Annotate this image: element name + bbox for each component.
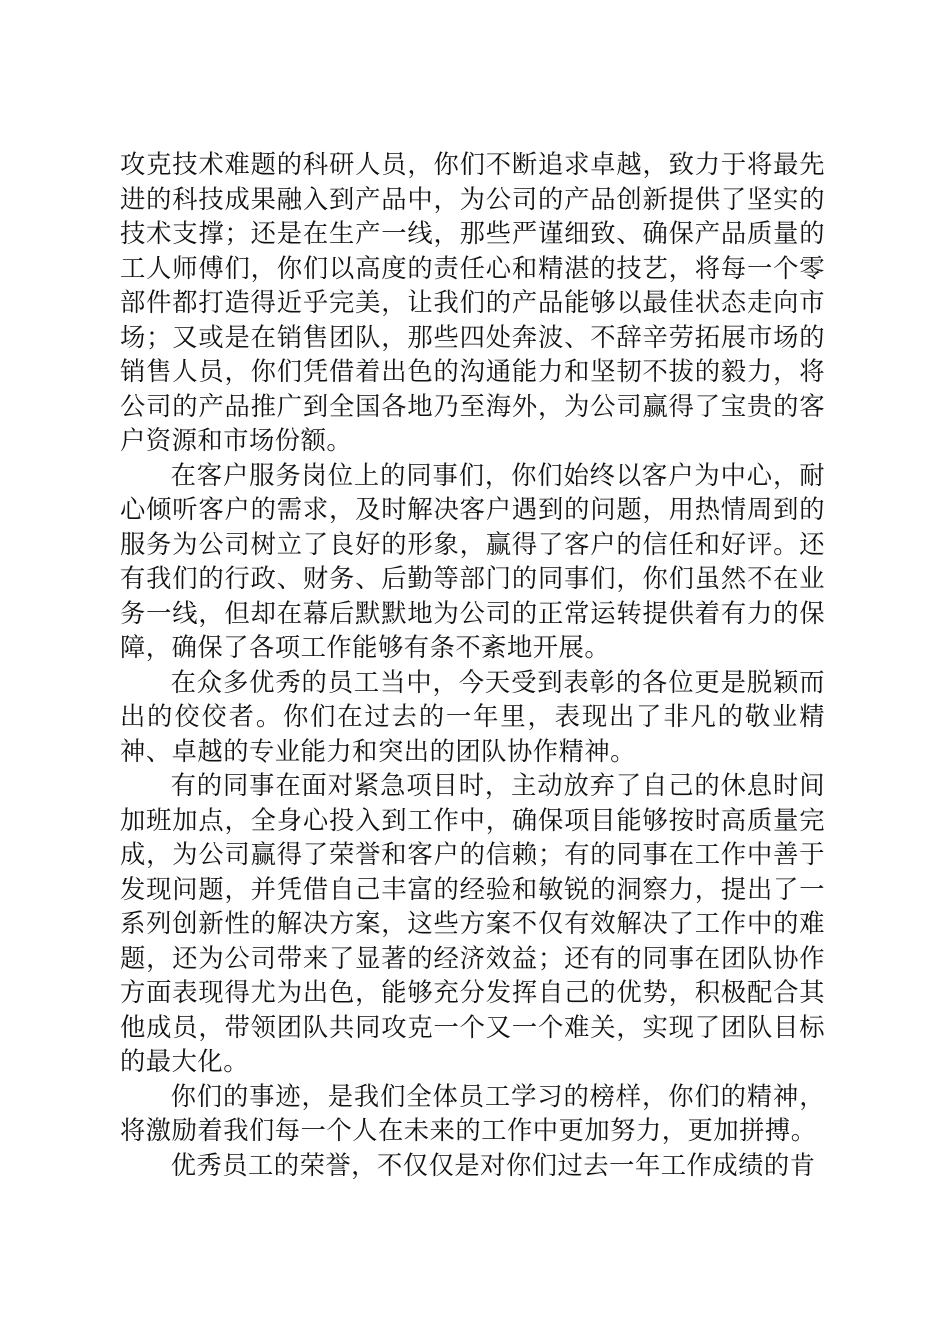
paragraph: 有的同事在面对紧急项目时，主动放弃了自己的休息时间加班加点，全身心投入到工作中，确保项目能够按时高质量完成，为公司赢得了荣誉和客户的信赖；有的同事在工作中善于发现问题，并凭借自己丰富的经验和敏锐的洞察力，提出了一系列创新性的解决方案，这些方案不仅有效解决了工作中的难题，还为公司带来了显著的经济效益；还有的同事在团队协作方面表现得尤为出色，能够充分发挥自己的优势，积极配合其他成员，带领团队共同攻克一个又一个难关，实现了团队目标的最大化。 (120, 771, 825, 1076)
paragraph: 在众多优秀的员工当中，今天受到表彰的各位更是脱颖而出的佼佼者。你们在过去的一年里，表现出了非凡的敬业精神、卓越的专业能力和突出的团队协作精神。 (120, 667, 825, 766)
paragraph-continued: 攻克技术难题的科研人员，你们不断追求卓越，致力于将最先进的科技成果融入到产品中，为公司的产品创新提供了坚实的技术支撑；还是在生产一线，那些严谨细致、确保产品质量的工人师傅们，你们以高度的责任心和精湛的技艺，将每一个零部件都打造得近乎完美，让我们的产品能够以最佳状态走向市场；又或是在销售团队，那些四处奔波、不辞辛劳拓展市场的销售人员，你们凭借着出色的沟通能力和坚韧不拔的毅力，将公司的产品推广到全国各地乃至海外，为公司赢得了宝贵的客户资源和市场份额。 (120, 150, 825, 455)
paragraph: 在客户服务岗位上的同事们，你们始终以客户为中心，耐心倾听客户的需求，及时解决客户遇到的问题，用热情周到的服务为公司树立了良好的形象，赢得了客户的信任和好评。还有我们的行政、财务、后勤等部门的同事们，你们虽然不在业务一线，但却在幕后默默地为公司的正常运转提供着有力的保障，确保了各项工作能够有条不紊地开展。 (120, 460, 825, 662)
paragraph: 你们的事迹，是我们全体员工学习的榜样，你们的精神，将激励着我们每一个人在未来的工作中更加努力，更加拼搏。 (120, 1081, 825, 1145)
paragraph: 优秀员工的荣誉，不仅仅是对你们过去一年工作成绩的肯 (170, 1150, 816, 1180)
document-body (120, 148, 825, 1183)
